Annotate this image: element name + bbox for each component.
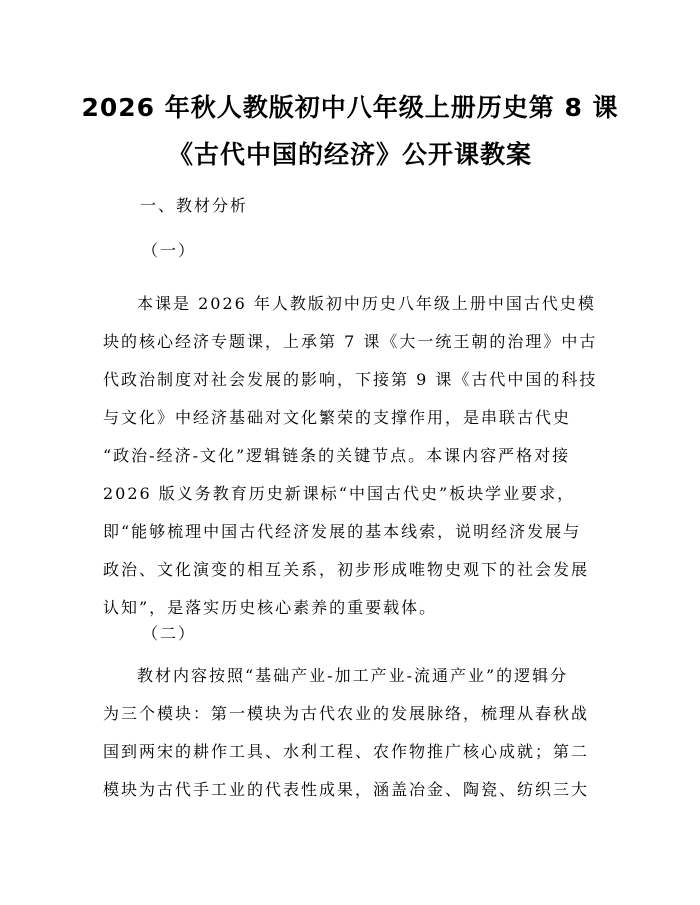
paragraph-1-line: 与文化》中经济基础对文化繁荣的支撑作用，是串联古代史 [103, 408, 572, 427]
paragraph-1-line: 代政治制度对社会发展的影响，下接第 9 课《古代中国的科技 [103, 370, 598, 389]
paragraph-2-line: 模块为古代手工业的代表性成果，涵盖冶金、陶瓷、纺织三大 [103, 780, 590, 799]
subsection-heading-2: （二） [142, 624, 197, 643]
paragraph-1-line: 政治、文化演变的相互关系，初步形成唯物史观下的社会发展 [103, 560, 590, 579]
paragraph-2-line: 为三个模块：第一模块为古代农业的发展脉络，梳理从春秋战 [103, 704, 590, 723]
paragraph-1-line: 块的核心经济专题课，上承第 7 课《大一统王朝的治理》中古 [103, 332, 598, 351]
paragraph-2-line: 教材内容按照“基础产业-加工产业-流通产业”的逻辑分 [137, 666, 569, 685]
document-title-line-1: 2026 年秋人教版初中八年级上册历史第 8 课 [81, 93, 619, 122]
paragraph-1-line: 认知”，是落实历史核心素养的重要载体。 [103, 598, 438, 617]
paragraph-1 [103, 285, 597, 627]
paragraph-1-line: 即“能够梳理中国古代经济发展的基本线索，说明经济发展与 [103, 522, 582, 541]
section-heading-textbook-analysis: 一、教材分析 [140, 196, 249, 215]
paragraph-2 [103, 657, 597, 809]
document-title-line-2: 《古代中国的经济》公开课教案 [167, 140, 532, 169]
subsection-heading-1: （一） [142, 241, 197, 260]
paragraph-1-line: 2026 版义务教育历史新课标“中国古代史”板块学业要求， [103, 484, 576, 503]
paragraph-2-line: 国到两宋的耕作工具、水利工程、农作物推广核心成就；第二 [103, 742, 590, 761]
paragraph-1-line: 本课是 2026 年人教版初中历史八年级上册中国古代史模 [137, 294, 596, 313]
paragraph-1-line: “政治-经济-文化”逻辑链条的关键节点。本课内容严格对接 [103, 446, 571, 465]
